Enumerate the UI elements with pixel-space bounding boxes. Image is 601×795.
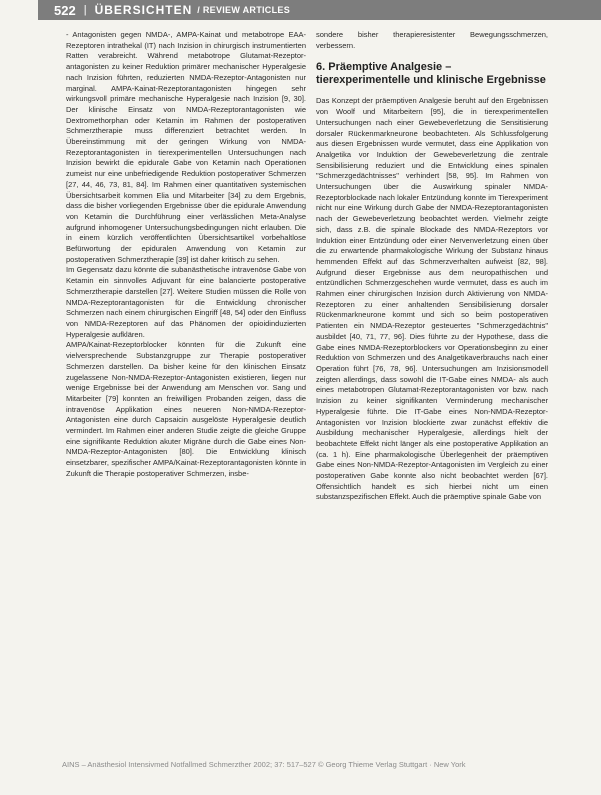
- footer-citation: AINS – Anästhesiol Intensivmed Notfallmed Schmerzther 2002; 37: 517–527 © Georg Thieme Verlag Stuttgart · New York: [62, 760, 466, 769]
- right-column: [316, 30, 548, 503]
- section-heading: 6. Präemptive Analgesie – tierexperimentelle und klinische Ergebnisse: [316, 61, 546, 87]
- right-intro-paragraph: sondere bisher therapieresistenter Bewegungsschmerzen, verbessern.: [316, 30, 548, 50]
- left-paragraph-1: - Antagonisten gegen NMDA-, AMPA-Kainat und metabotrope EAA-Rezeptoren intrathekal (IT) nach Inzision in chirurgisch instrumentierten Ratten verabreicht. Während metabotrope Glutamat-Rezeptor-antagonisten zu keiner Reduktion primärer mechanischer Hyperalgesie nach Inzision führten, reduzierten NMDA-Rezeptor-Antagonisten nur marginal. AMPA-Kainat-Rezeptorantagonisten hingegen sehr wirkungsvoll primäre mechanische Hyperalgesie nach Inzision [9, 30]. Der klinische Einsatz von NMDA-Rezeptorantagonisten wie Dextromethorphan oder Ketamin im Rahmen der postoperativen Schmerztherapie muss differenziert betrachtet werden. In Übereinstimmung mit der geringen Wirkung von NMDA-Rezeptorantagonisten in tierexperimentellen Untersuchungen nach Inzision bewirkt die epidurale Gabe von Ketamin nach Operationen zumeist nur eine unbefriedigende Reduktion postoperativer Schmerzen [27, 44, 46, 73, 81, 84]. Im Rahmen einer quantitativen systemischen Übersichtsarbeit kommen Elia und Mitarbeiter [34] zu dem Ergebnis, dass die bisher vorliegenden Ergebnisse über die epidurale Anwendung von Ketamin die Durchführung einer verlässlichen Meta-Analyse aufgrund inhomogener Untersuchungsbedingungen nicht erlauben. Die in einem kürzlich veröffentlichten Übersichtsartikel vorbehaltlose Befürwortung der epiduralen Anwendung von Ketamin zur postoperativen Schmerztherapie [39] ist daher kritisch zu sehen.: [66, 30, 306, 264]
- running-header: [38, 0, 601, 20]
- section-title: ÜBERSICHTEN: [94, 3, 193, 17]
- left-paragraph-3: AMPA/Kainat-Rezeptorblocker könnten für die Zukunft eine vielversprechende Substanzgruppe zur Therapie postoperativer Schmerzen darstellen. Da bisher keine für den klinischen Einsatz zugelassene Non-NMDA-Rezeptor-Antagonisten existieren, liegen nur wenige Ergebnisse bei der Anwendung am Menschen vor. Sang und Mitarbeiter [79] konnten an freiwilligen Probanden zeigen, dass die intravenöse Applikation eines neueren Non-NMDA-Rezeptor-Antagonisten eine durch Capsaicin ausgelöste Hyperalgesie deutlich vermindert. Im Rahmen einer anderen Studie zeigte die gleiche Gruppe eine signifikante Reduktion akuter Migräne durch die Gabe eines Non-NMDA-Rezeptor-Antagonisten [80]. Die Entwicklung klinisch einsetzbarer, spezifischer AMPA/Kainat-Rezeptorantagonisten könnte in Zukunft die Therapie postoperativer Schmerzen, insbe-: [66, 340, 306, 478]
- header-separator: |: [83, 4, 87, 16]
- section-subtitle: / REVIEW ARTICLES: [197, 5, 291, 15]
- left-column: [66, 30, 306, 480]
- page-number: 522: [54, 2, 76, 18]
- left-paragraph-2: Im Gegensatz dazu könnte die subanästhetische intravenöse Gabe von Ketamin ein sinnvolles Adjuvant für eine balancierte postoperative Schmerztherapie darstellen [27]. Weitere Studien müssen die Rolle von NMDA-Rezeptorantagonisten für die Entwicklung chronischer Schmerzen nach einem chirurgischen Eingriff [48, 54] oder den Einfluss von NMDA-Rezeptoren auf das Phänomen der opioidinduzierten Hyperalgesie aufklären.: [66, 265, 306, 339]
- right-body-paragraph: Das Konzept der präemptiven Analgesie beruht auf den Ergebnissen von Woolf und Mitarbeitern [95], die in tierexperimentellen Untersuchungen nach einer Gewebeverletzung die Sensitisierung dorsaler Rückenmarkneurone beobachteten. Als Schlussfolgerung aus diesen Ergebnissen wurde vermutet, dass eine Applikation von Analgetika vor Induktion der Gewebeverletzung die zentrale Sensibilisierung reduziert und die Entwicklung eines spinalen "Schmerzgedächtnisses" verhindert [58, 95]. Im Rahmen von Untersuchungen über die Auswirkung spinaler NMDA-Rezeptorblockade nach lokaler Entzündung konnte im Tierexperiment nicht nur eine Wirkung durch Gabe der NMDA-Rezeptorantagonisten nach der Gewebeverletzung beobachtet werden. Vielmehr zeigte sich, dass z.B. die spinale Blockade des NMDA-Rezeptors vor Induktion einer Entzündung oder einer Nervenverletzung einen über die zu erwartende pharmakologische Wirkung der Substanz hinaus hemmenden Effekt auf das Schmerzverhalten aufweist [82, 98]. Aufgrund dieser Ergebnisse aus dem neuropathischen und entzündlichen Schmerzgeschehen wurde vermutet, dass es auch im Rahmen einer chirurgischen Inzision durch Aktivierung von NMDA-Rezeptoren zu einer anhaltenden Sensibilisierung dorsaler Rückenmarkneurone kommt und sich so beim postoperativen Patienten ein NMDA-Rezeptor gesteuertes "Schmerzgedächtnis" ausbildet [40, 71, 77, 96]. Dies führte zu der Hypothese, dass die Gabe eines NMDA-Rezeptorblockers vor Operationsbeginn zu einer Reduktion von Schmerzen und des Analgetikaverbrauchs nach einer Operation führt [76, 78, 96]. Untersuchungen am Inzisionsmodell zeigten allerdings, dass sowohl die IT-Gabe eines NMDA- als auch eines metabotropen Glutamat-Rezeptorantagonisten vor bzw. nach Inzision zu keiner signifikanten Verminderung mechanischer Hyperalgesie führte. Die IT-Gabe eines Non-NMDA-Rezeptor-Antagonisten vor Inzision blockierte zwar zunächst effektiv die Ausbildung mechanischer Hyperalgesie, allerdings hielt der beobachtete Effekt nicht länger als eine postoperative Applikation an (ca. 1 h). Eine pharmakologische Überlegenheit der präemptiven Gabe eines Non-NMDA-Rezeptor-Antagonisten im Vergleich zu einer postoperativen Gabe konnte also nicht beobachtet werden [67]. Offensichtlich handelt es sich hierbei nicht um einen substanzspezifischen Effekt. Auch die präemptive spinale Gabe von: [316, 96, 548, 502]
